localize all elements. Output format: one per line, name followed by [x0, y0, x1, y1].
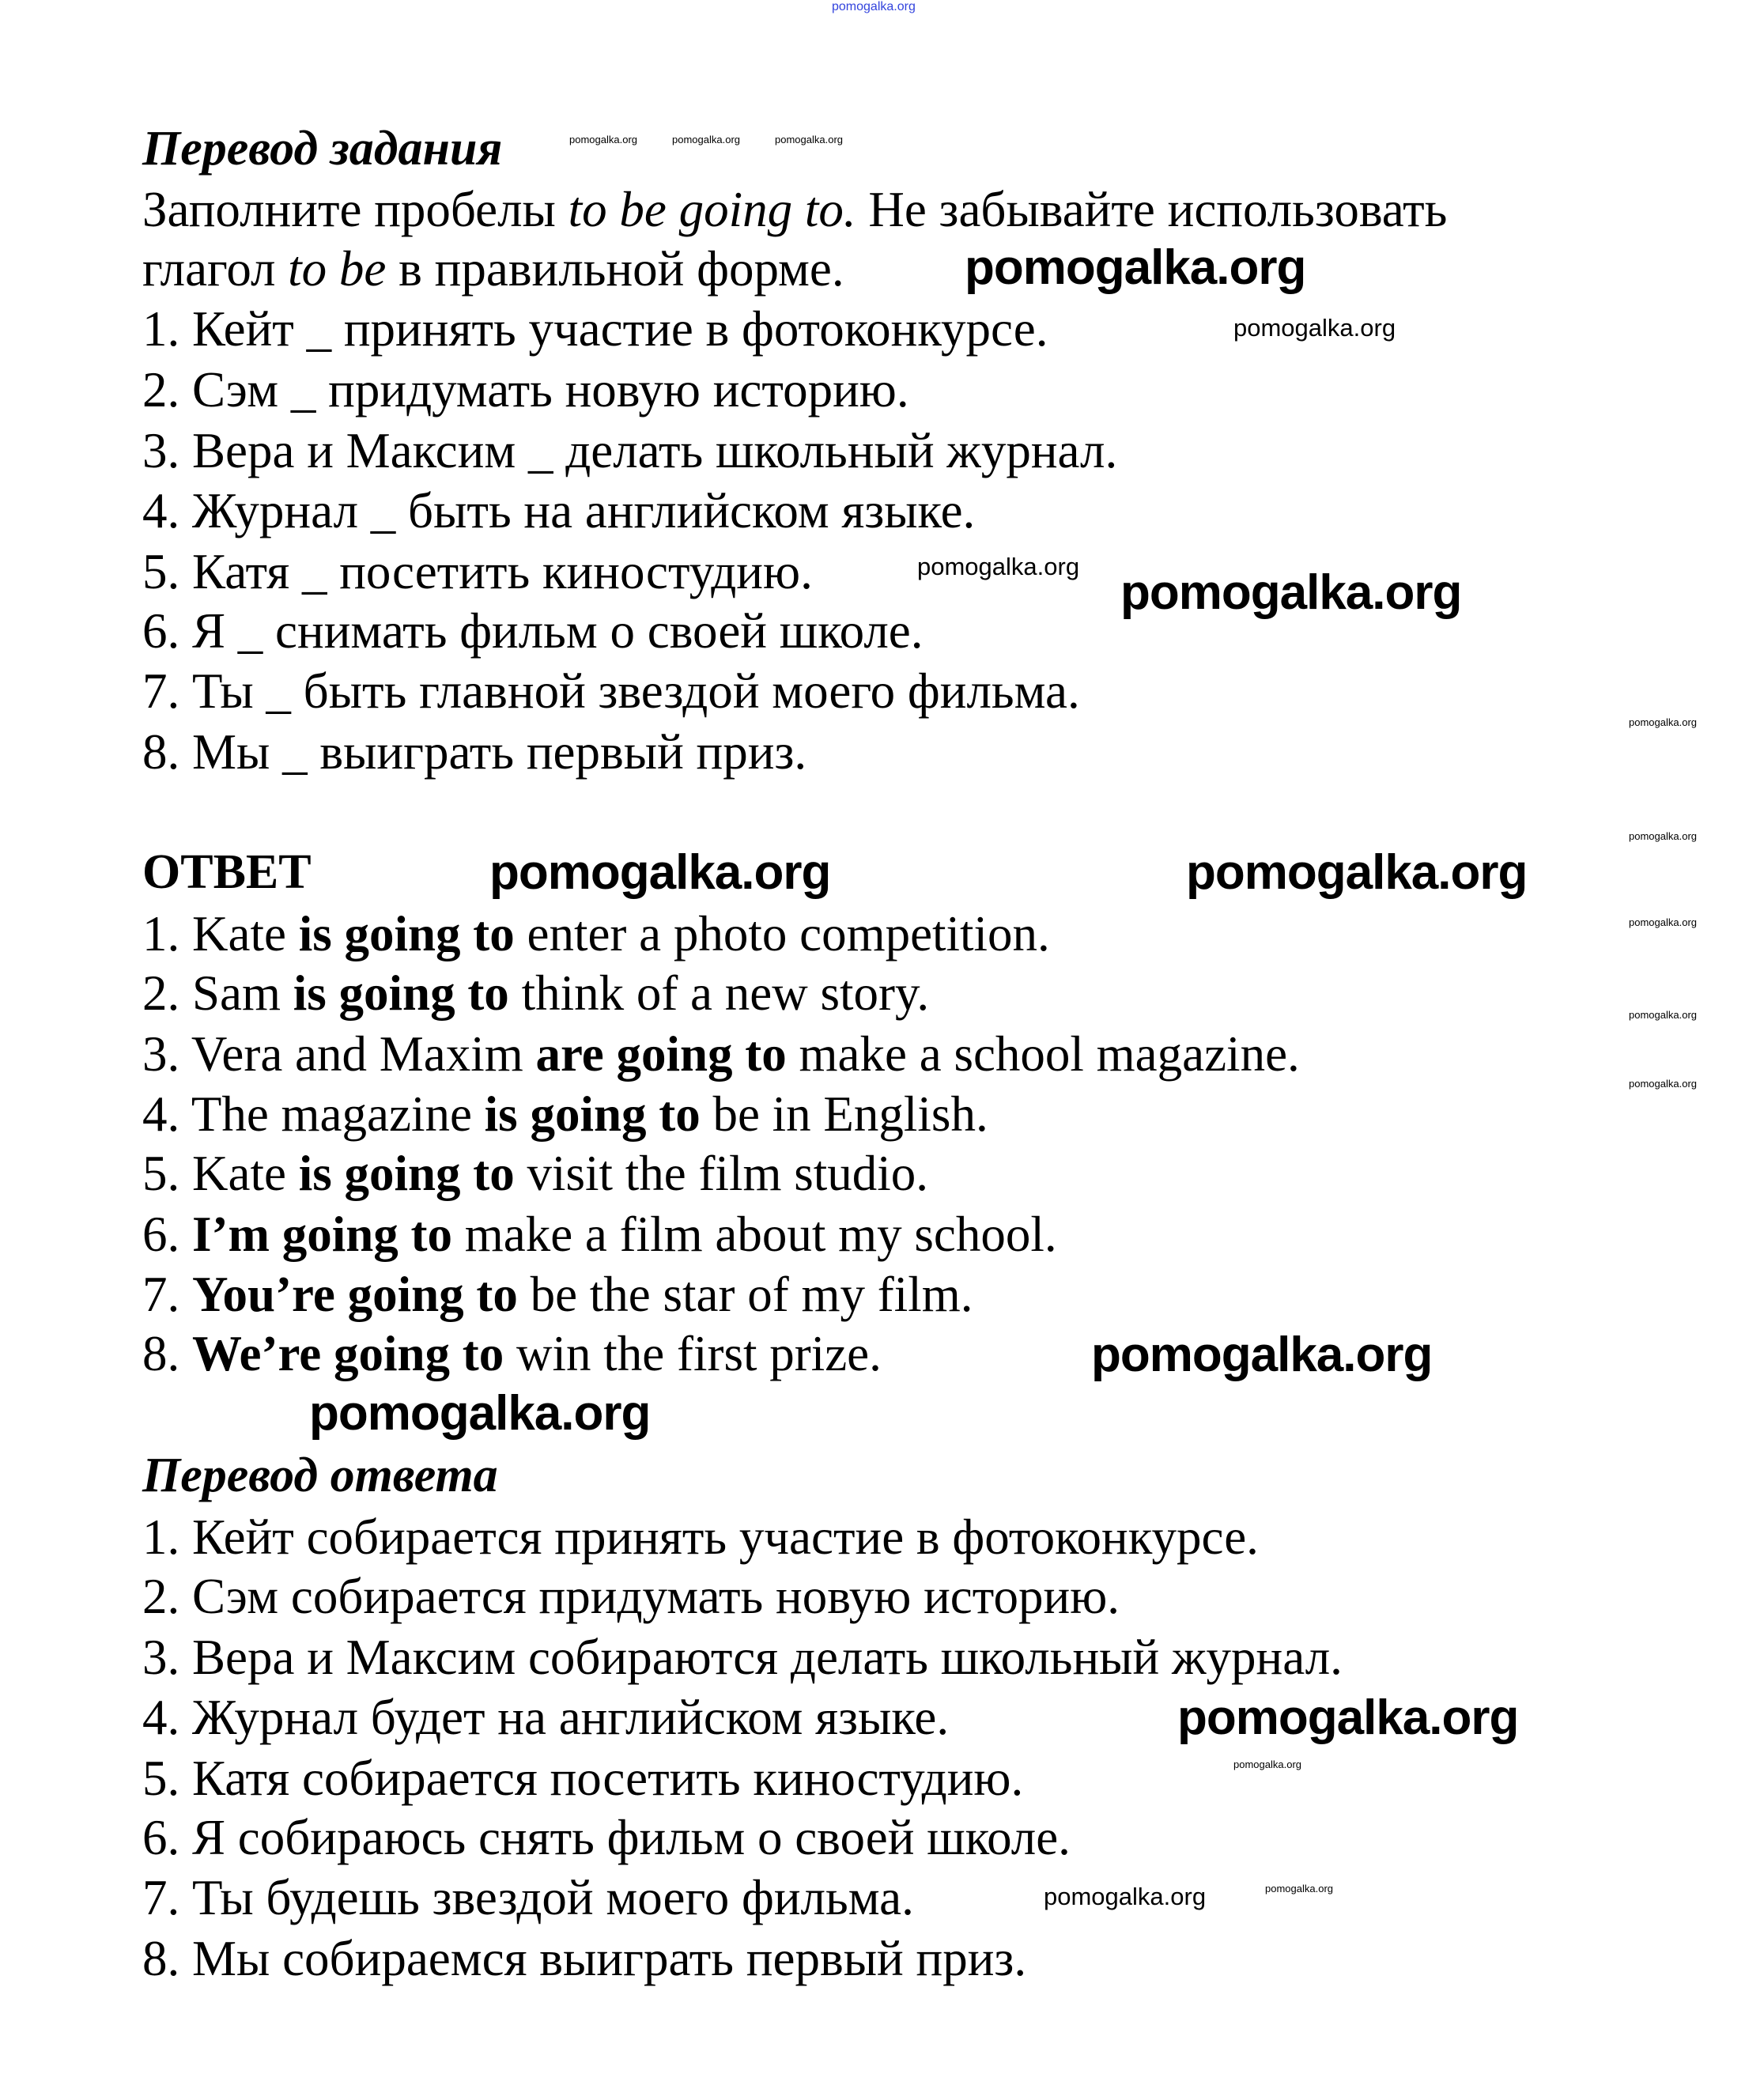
watermark: pomogalka.org	[1629, 916, 1697, 928]
translation-item: 5. Катя собирается посетить киностудию.	[142, 1751, 1024, 1806]
italic-phrase: to be	[288, 241, 387, 297]
watermark: pomogalka.org	[832, 0, 916, 13]
instruction-line	[142, 239, 844, 299]
answer-item	[142, 1264, 973, 1324]
translation-item: 1. Кейт собирается принять участие в фотоконкурсе.	[142, 1509, 1259, 1565]
bold-phrase: are going to	[535, 1026, 787, 1082]
translation-item: 2. Сэм собирается придумать новую историю.	[142, 1569, 1120, 1624]
watermark: pomogalka.org	[1265, 1883, 1333, 1894]
text-segment: 6.	[142, 1207, 192, 1262]
text-segment: 7.	[142, 1267, 192, 1322]
watermark: pomogalka.org	[1091, 1328, 1433, 1382]
task-item: 6. Я _ снимать фильм о своей школе.	[142, 603, 924, 659]
translation-item: 3. Вера и Максим собираются делать школьный журнал.	[142, 1630, 1343, 1685]
text-segment: в правильной форме.	[386, 241, 844, 297]
bold-phrase: is going to	[298, 1146, 515, 1201]
watermark: pomogalka.org	[1629, 1009, 1697, 1021]
text-segment: 2. Sam	[142, 965, 293, 1021]
italic-phrase: to be going to.	[568, 182, 856, 237]
watermark: pomogalka.org	[1186, 845, 1528, 900]
watermark: pomogalka.org	[775, 134, 843, 145]
watermark: pomogalka.org	[569, 134, 637, 145]
text-segment: make a school magazine.	[786, 1026, 1300, 1082]
watermark: pomogalka.org	[917, 553, 1080, 580]
watermark: pomogalka.org	[489, 845, 831, 900]
answer-item	[142, 1143, 928, 1203]
translation-item: 8. Мы собираемся выиграть первый приз.	[142, 1931, 1027, 1986]
watermark: pomogalka.org	[1629, 716, 1697, 728]
watermark: pomogalka.org	[1233, 1758, 1301, 1770]
watermark: pomogalka.org	[1120, 565, 1462, 620]
task-heading: Перевод задания	[142, 122, 503, 176]
watermark: pomogalka.org	[1044, 1883, 1207, 1910]
translation-item: 4. Журнал будет на английском языке.	[142, 1690, 950, 1745]
watermark: pomogalka.org	[965, 240, 1306, 295]
text-segment: Заполните пробелы	[142, 182, 568, 237]
text-segment: be in English.	[700, 1086, 988, 1142]
text-segment: enter a photo competition.	[514, 906, 1050, 961]
task-item: 3. Вера и Максим _ делать школьный журнал.	[142, 423, 1118, 478]
answer-item	[142, 904, 1050, 964]
task-item: 1. Кейт _ принять участие в фотоконкурсе.	[142, 301, 1048, 357]
task-item: 2. Сэм _ придумать новую историю.	[142, 362, 909, 417]
watermark: pomogalka.org	[309, 1386, 651, 1441]
text-segment: Не забывайте использовать	[856, 182, 1448, 237]
answer-item	[142, 963, 929, 1023]
translation-item: 6. Я собираюсь снять фильм о своей школе.	[142, 1810, 1071, 1865]
bold-phrase: We’re going to	[192, 1326, 504, 1381]
bold-phrase: You’re going to	[192, 1267, 518, 1322]
watermark: pomogalka.org	[1629, 830, 1697, 842]
watermark: pomogalka.org	[672, 134, 740, 145]
translation-item: 7. Ты будешь звездой моего фильма.	[142, 1870, 914, 1925]
answer-item	[142, 1024, 1300, 1084]
bold-phrase: is going to	[484, 1086, 701, 1142]
translation-heading: Перевод ответа	[142, 1449, 498, 1502]
answer-item	[142, 1204, 1057, 1264]
bold-phrase: is going to	[298, 906, 515, 961]
text-segment: 1. Kate	[142, 906, 299, 961]
text-segment: 8.	[142, 1326, 192, 1381]
text-segment: think of a new story.	[508, 965, 930, 1021]
text-segment: 3. Vera and Maxim	[142, 1026, 536, 1082]
text-segment: 4. The magazine	[142, 1086, 485, 1142]
task-item: 8. Мы _ выиграть первый приз.	[142, 724, 807, 780]
answer-item	[142, 1324, 882, 1384]
text-segment: глагол	[142, 241, 289, 297]
text-segment: make a film about my school.	[452, 1207, 1057, 1262]
answer-item	[142, 1084, 988, 1144]
task-item: 7. Ты _ быть главной звездой моего фильма.	[142, 663, 1080, 719]
text-segment: win the first prize.	[504, 1326, 882, 1381]
text-segment: be the star of my film.	[517, 1267, 973, 1322]
task-item: 5. Катя _ посетить киностудию.	[142, 544, 813, 599]
task-item: 4. Журнал _ быть на английском языке.	[142, 483, 976, 538]
watermark: pomogalka.org	[1233, 314, 1396, 342]
text-segment: visit the film studio.	[514, 1146, 928, 1201]
watermark: pomogalka.org	[1629, 1078, 1697, 1090]
watermark: pomogalka.org	[1177, 1690, 1519, 1745]
text-segment: 5. Kate	[142, 1146, 299, 1201]
bold-phrase: is going to	[293, 965, 509, 1021]
instruction-line	[142, 179, 1447, 240]
bold-phrase: I’m going to	[192, 1207, 452, 1262]
answer-heading: ОТВЕТ	[142, 845, 312, 899]
